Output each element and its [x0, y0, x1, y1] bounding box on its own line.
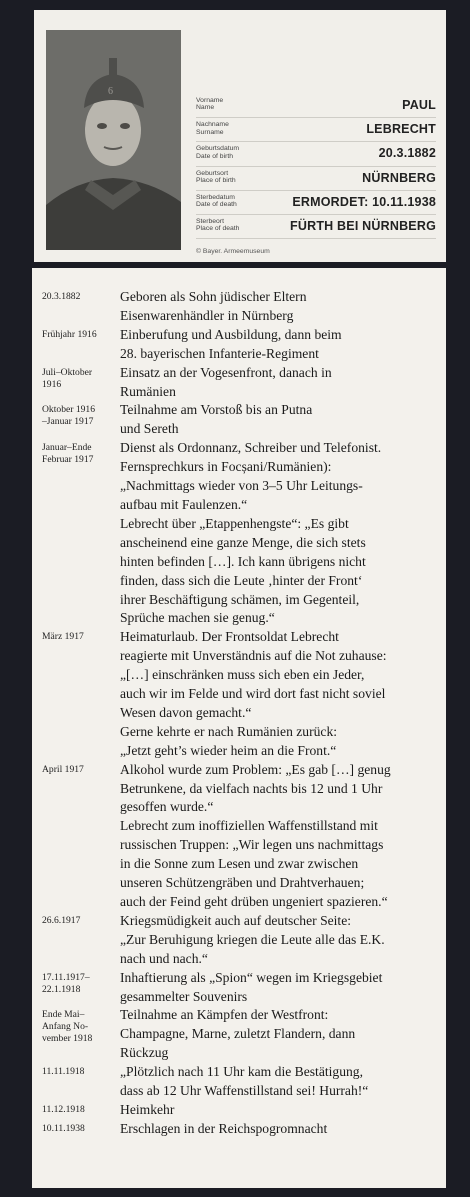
entry-text: „Plötzlich nach 11 Uhr kam die Bestätigung, dass ab 12 Uhr Waffenstillstand sei! Hurrah!“ — [120, 1064, 369, 1099]
entry-text: Alkohol wurde zum Problem: „Es gab […] genug Betrunkene, da vielfach nachts bis 12 und 1 Uhr gesoffen wurde.“ Lebrecht zum inoffiziellen Waffenstillstand mit russischen Truppen: „Wir legen uns nachmittags in die Sonne zum Lesen und zwar zwischen unseren Schützengräben und Drahtverhauen; auch der Feind geht drüben ungeniert spazieren.“ — [120, 761, 391, 909]
entry-text: Heimkehr — [120, 1101, 175, 1117]
timeline-entry — [32, 969, 446, 1007]
entry-date: Ende Mai– Anfang No- vember 1918 — [42, 1009, 93, 1045]
field-date-of-death — [196, 191, 436, 215]
field-value: ERMORDET: 10.11.1938 — [292, 194, 436, 209]
entry-text: Einsatz an der Vogesenfront, danach in Rumänien — [120, 364, 332, 399]
timeline-entry — [32, 628, 446, 760]
timeline-entry — [32, 326, 446, 364]
timeline-entry — [32, 401, 446, 439]
personal-data-fields — [196, 94, 436, 239]
field-value: LEBRECHT — [366, 122, 436, 137]
timeline-entry — [32, 364, 446, 402]
id-card — [34, 10, 446, 262]
timeline-entry — [32, 439, 446, 628]
entry-date: 10.11.1938 — [42, 1122, 85, 1134]
field-value: NÜRNBERG — [362, 170, 436, 185]
field-date-of-birth — [196, 142, 436, 166]
entry-date: März 1917 — [42, 631, 84, 643]
field-label: Geburtsdatum Date of birth — [196, 145, 240, 160]
timeline-panel — [32, 268, 446, 1188]
field-surname — [196, 118, 436, 142]
field-label: Vorname Name — [196, 97, 224, 112]
photo-credit: © Bayer. Armeemuseum — [196, 248, 270, 255]
entry-date: April 1917 — [42, 763, 84, 775]
entry-text: Heimaturlaub. Der Frontsoldat Lebrecht reagierte mit Unverständnis auf die Not zuhause: „[…] einschränken muss sich eben ein Jeder, auch wir im Felde und wird dort fast nicht soviel Wesen davon gemacht.“ Gerne kehrte er nach Rumänien zurück: „Jetzt geht’s wieder heim an die Front.“ — [120, 629, 387, 758]
portrait-photo — [46, 30, 181, 250]
entry-date: Frühjahr 1916 — [42, 328, 97, 340]
timeline-entry — [32, 912, 446, 969]
field-label: Sterbedatum Date of death — [196, 193, 237, 209]
entry-date: 17.11.1917– 22.1.1918 — [42, 971, 90, 995]
entry-text: Erschlagen in der Reichspogromnacht — [120, 1120, 328, 1136]
entry-date: 20.3.1882 — [42, 291, 81, 302]
timeline-entry — [32, 1120, 446, 1139]
entry-date: 26.6.1917 — [42, 914, 81, 926]
entry-text: Geboren als Sohn jüdischer Eltern Eisenwarenhändler in Nürnberg — [120, 289, 307, 323]
timeline-entry — [32, 288, 446, 326]
field-label: Nachname Surname — [196, 121, 229, 136]
svg-text:6: 6 — [108, 86, 113, 97]
entry-date: Januar–Ende Februar 1917 — [42, 442, 94, 466]
field-value: PAUL — [402, 98, 436, 112]
field-label: Sterbeort Place of death — [196, 217, 240, 233]
entry-date: Oktober 1916 –Januar 1917 — [42, 404, 96, 428]
field-label: Geburtsort Place of birth — [196, 169, 236, 184]
entry-date: 11.11.1918 — [42, 1066, 85, 1078]
entry-text: Dienst als Ordonnanz, Schreiber und Telefonist. Fernsprechkurs in Focșani/Rumänien): „Nachmittags wieder von 3–5 Uhr Leitungs- aufbau mit Faulenzen.“ Lebrecht über „Etappenhengste“: „Es gibt anscheinend eine ganze Menge, die sich stets hinten befinden […]. Ich kann übrigens nicht finden, dass sich die Leute ‚hinter der Front‘ ihrer Beschäftigung schämen, im Gegenteil, Sprüche machen sie genug.“ — [120, 440, 382, 626]
timeline-entry — [32, 1006, 446, 1063]
field-place-of-birth — [196, 167, 436, 191]
entry-text: Teilnahme an Kämpfen der Westfront: Champagne, Marne, zuletzt Flandern, dann Rückzug — [120, 1007, 356, 1061]
entry-date: Juli–Oktober 1916 — [42, 366, 93, 390]
timeline-entry — [32, 1063, 446, 1101]
field-value: 20.3.1882 — [378, 146, 436, 161]
entry-text: Inhaftierung als „Spion“ wegen im Kriegsgebiet gesammelter Souvenirs — [120, 969, 383, 1004]
timeline-entry — [32, 761, 446, 912]
entry-text: Teilnahme am Vorstoß bis an Putna und Sereth — [120, 402, 313, 437]
entry-text: Einberufung und Ausbildung, dann beim 28. bayerischen Infanterie-Regiment — [120, 326, 342, 361]
field-value: FÜRTH BEI NÜRNBERG — [290, 218, 436, 233]
timeline-entry — [32, 1101, 446, 1120]
field-place-of-death — [196, 215, 436, 239]
entry-date: 11.12.1918 — [42, 1103, 85, 1115]
timeline-list — [32, 288, 446, 1139]
entry-text: Kriegsmüdigkeit auch auf deutscher Seite: „Zur Beruhigung kriegen die Leute alle das E.K. nach und nach.“ — [120, 912, 385, 966]
field-first-name — [196, 94, 436, 118]
